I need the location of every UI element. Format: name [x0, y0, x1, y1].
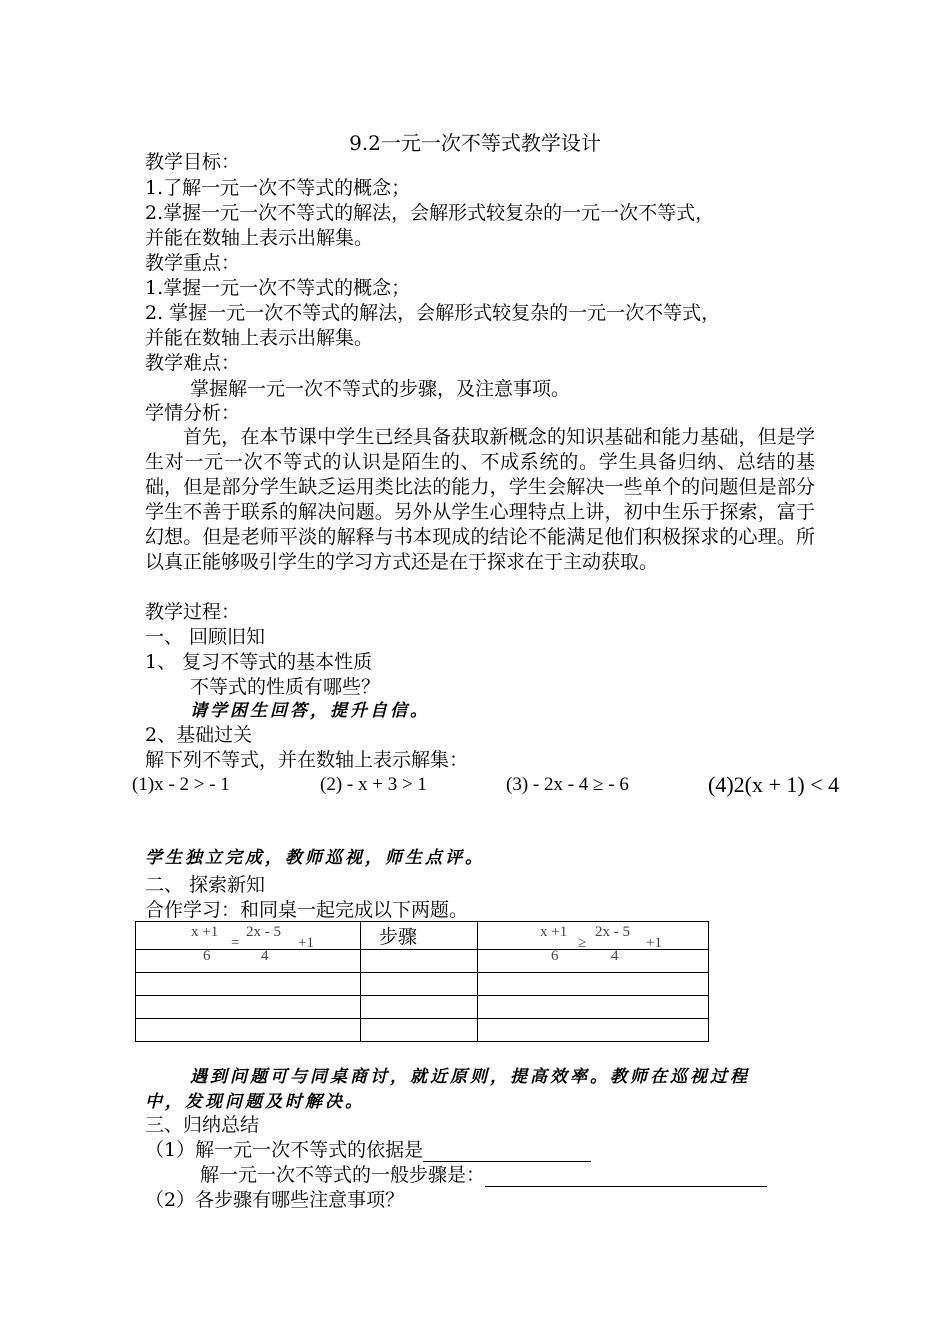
key-point-1: 1.掌握一元一次不等式的概念；	[145, 277, 411, 299]
section-3-2: （2）各步骤有哪些注意事项？	[145, 1189, 405, 1211]
equation-cell	[136, 922, 361, 964]
inequality-operator: ≥	[578, 935, 587, 951]
objectives-heading: 教学目标：	[145, 151, 241, 173]
section-1-heading: 一、 回顾旧知	[145, 626, 266, 648]
table-cell	[361, 996, 478, 1019]
table-row	[136, 973, 709, 996]
difficulty-text: 掌握解一元一次不等式的步骤，及注意事项。	[190, 378, 571, 400]
table-cell	[478, 950, 709, 973]
table-cell	[361, 973, 478, 996]
section-2-note-a: 遇到问题可与同桌商讨，就近原则，提高效率。教师在巡视过程	[190, 1067, 750, 1087]
inequality-denominator-right: 4	[611, 948, 619, 964]
section-1-2-task: 解下列不等式，并在数轴上表示解集：	[145, 749, 469, 771]
steps-header: 步骤	[361, 922, 478, 950]
inequality-denominator-left: 6	[551, 948, 559, 964]
table-cell	[361, 1019, 478, 1042]
equation-tail: +1	[298, 935, 314, 951]
table-row	[136, 950, 709, 973]
table-cell	[136, 996, 361, 1019]
inequality-numerator-left: x +1	[540, 924, 568, 940]
answer-blank-2[interactable]	[485, 1166, 767, 1187]
objective-2b: 并能在数轴上表示出解集。	[145, 227, 374, 249]
process-heading: 教学过程：	[145, 601, 241, 623]
equation-denominator-right: 4	[261, 948, 269, 964]
inequality-2: (2) - x + 3 > 1	[320, 774, 427, 795]
section-3-1: （1）解一元一次不等式的依据是	[145, 1139, 424, 1161]
analysis-paragraph: 首先，在本节课中学生已经具备获取新概念的知识基础和能力基础，但是学生对一元一次不等式的认识是陌生的、不成系统的。学生具备归纳、总结的基础，但是部分学生缺乏运用类比法的能力，学生会解决一些单个的问题但是部分学生不善于联系的解决问题。另外从学生心理特点上讲，初中生乐于探索，富于幻想。但是老师平淡的解释与书本现成的结论不能满足他们积极探求的心理。所以真正能够吸引学生的学习方式还是在于探求在于主动获取。	[145, 426, 815, 573]
analysis-heading: 学情分析：	[145, 402, 241, 424]
inequality-cell	[478, 922, 709, 964]
section-3-1-row	[145, 1138, 591, 1162]
objective-2a: 2.掌握一元一次不等式的解法，会解形式较复杂的一元一次不等式，	[145, 202, 715, 224]
key-point-2b: 并能在数轴上表示出解集。	[145, 327, 374, 349]
table-cell	[478, 973, 709, 996]
table-cell	[136, 950, 361, 973]
equation-denominator-left: 6	[203, 948, 211, 964]
table-cell	[478, 996, 709, 1019]
inequality-1: (1)x - 2 > - 1	[132, 774, 230, 795]
equation-numerator-right: 2x - 5	[246, 924, 281, 940]
section-2-note-b: 中，发现问题及时解决。	[145, 1092, 365, 1112]
work-table	[135, 921, 709, 1042]
table-cell	[478, 1019, 709, 1042]
section-3-1b-row	[200, 1163, 767, 1187]
equation-numerator-left: x +1	[191, 924, 219, 940]
inequality-3: (3) - 2x - 4 ≥ - 6	[506, 774, 629, 795]
inequality-tail: +1	[646, 935, 662, 951]
objective-1: 1.了解一元一次不等式的概念；	[145, 177, 411, 199]
table-cell	[136, 973, 361, 996]
page-title: 9.2一元一次不等式教学设计	[349, 131, 601, 155]
section-1-1: 1、 复习不等式的基本性质	[145, 651, 373, 673]
difficulty-heading: 教学难点：	[145, 352, 241, 374]
section-3-1b: 解一元一次不等式的一般步骤是：	[200, 1164, 486, 1186]
section-2-task: 合作学习：和同桌一起完成以下两题。	[145, 899, 469, 921]
table-row	[136, 996, 709, 1019]
equation-operator: =	[231, 935, 240, 951]
section-1-2: 2、基础过关	[145, 724, 253, 746]
inequality-4: (4)2(x + 1) < 4	[708, 772, 840, 797]
key-points-heading: 教学重点：	[145, 252, 241, 274]
section-1-2-note: 学生独立完成，教师巡视，师生点评。	[145, 848, 485, 868]
key-point-2a: 2. 掌握一元一次不等式的解法，会解形式较复杂的一元一次不等式，	[145, 302, 721, 324]
section-1-note: 请学困生回答，提升自信。	[190, 701, 430, 721]
answer-blank-1[interactable]	[423, 1141, 591, 1162]
section-1-question: 不等式的性质有哪些？	[190, 676, 381, 698]
table-cell	[361, 950, 478, 973]
table-row	[136, 1019, 709, 1042]
section-2-heading: 二、 探索新知	[145, 874, 266, 896]
table-cell	[136, 1019, 361, 1042]
section-3-heading: 三、归纳总结	[145, 1114, 260, 1136]
inequality-numerator-right: 2x - 5	[595, 924, 630, 940]
